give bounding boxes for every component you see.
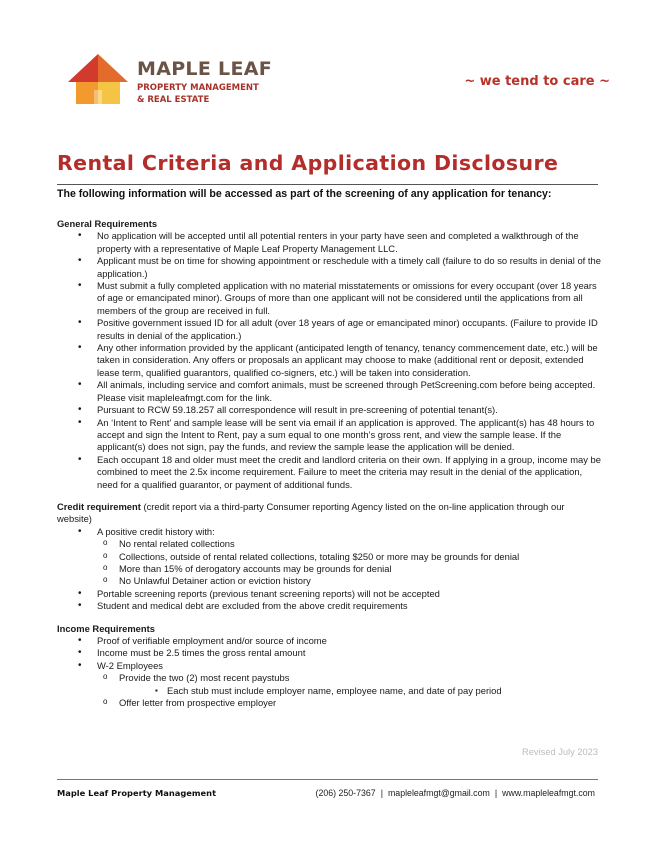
list-item: • Must submit a fully completed application with no material misstatements or omissions for every occupant (over 18 years of age or emancipated minor). Groups of more than one applicant will not be considered until the applications from all members of the group are received in full.: [57, 280, 602, 317]
footer-phone: (206) 250-7367: [315, 788, 376, 798]
sub-list-item: [97, 672, 602, 697]
credit-requirement-heading: [57, 501, 602, 526]
positive-credit-sublist: [97, 538, 602, 588]
revised-date: Revised July 2023: [522, 747, 598, 757]
paystub-detail-list: [119, 685, 602, 697]
footer-separator: |: [380, 788, 383, 798]
maple-leaf-logo: [66, 52, 130, 106]
list-item: • Portable screening reports (previous tenant screening reports) will not be accepted: [57, 588, 602, 600]
general-requirements-list: [57, 230, 602, 491]
sub-list-item: o No rental related collections: [97, 538, 602, 550]
document-body: [57, 218, 602, 709]
brand-subtitle-line-2: & REAL ESTATE: [137, 95, 210, 105]
positive-credit-label: A positive credit history with:: [97, 525, 215, 537]
intro-statement: The following information will be accessed as part of the screening of any application for tenancy:: [57, 188, 552, 200]
credit-requirements-list: [57, 526, 602, 613]
brand-subtitle: [137, 82, 259, 106]
brand-subtitle-line-1: PROPERTY MANAGEMENT: [137, 83, 259, 93]
credit-heading-label: Credit requirement: [57, 500, 141, 512]
list-item: • Each occupant 18 and older must meet the credit and landlord criteria on their own. If applying in a group, income may be combined to meet the 2.5x income requirement. Failure to meet the criteria may result in the denial of the application, need for a qualified guarantor, or payment of additional funds.: [57, 454, 602, 491]
sub-list-item: o Offer letter from prospective employer: [97, 697, 602, 709]
list-item: • Pursuant to RCW 59.18.257 all correspondence will result in pre-screening of potential tenant(s).: [57, 404, 602, 416]
income-requirements-heading: Income Requirements: [57, 622, 155, 634]
logo-roof-right: [98, 54, 128, 82]
list-item: • An ‘Intent to Rent’ and sample lease will be sent via email if an application is approved. The applicant(s) has 48 hours to accept and sign the Intent to Rent, pay a sum equal to one month’s gross rent, and view the sample lease. If the applicant(s) does not sign, pay the funds, and review the sample lease the application will be denied.: [57, 417, 602, 454]
w2-employees-label: W-2 Employees: [97, 659, 163, 671]
list-item: • Income must be 2.5 times the gross rental amount: [57, 647, 602, 659]
list-item: [57, 526, 602, 588]
title-divider: [57, 184, 598, 185]
general-requirements-heading: General Requirements: [57, 218, 158, 229]
footer-email: mapleleafmgt@gmail.com: [387, 788, 490, 798]
sub-sub-list-item: ▪ Each stub must include employer name, employee name, and date of pay period: [119, 685, 602, 697]
list-item: • Proof of verifiable employment and/or source of income: [57, 635, 602, 647]
list-item: • Positive government issued ID for all adult (over 18 years of age or emancipated minor) occupants. (Failure to provide ID results in denial of the application.): [57, 317, 602, 342]
list-item: [57, 660, 602, 710]
list-item: • No application will be accepted until all potential renters in your party have seen and completed a walkthrough of the property with a representative of Maple Leaf Property Management LLC.: [57, 230, 602, 255]
income-requirements-list: [57, 635, 602, 709]
list-item: • Student and medical debt are excluded from the above credit requirements: [57, 600, 602, 612]
sub-list-item: o No Unlawful Detainer action or eviction history: [97, 575, 602, 587]
credit-heading-note: (credit report via a third-party Consumer reporting Agency listed on the on-line application through our website): [57, 500, 565, 525]
logo-door: [94, 90, 102, 104]
list-item: • All animals, including service and comfort animals, must be screened through PetScreening.com before being accepted. Please visit mapleleafmgt.com for the link.: [57, 379, 602, 404]
sub-list-item: o Collections, outside of rental related collections, totaling $250 or more may be grounds for denial: [97, 551, 602, 563]
footer-separator: |: [494, 788, 498, 798]
footer-contact: [316, 788, 595, 798]
tagline: ~ we tend to care ~: [464, 74, 610, 89]
list-item: • Applicant must be on time for showing appointment or reschedule with a timely call (failure to do so results in denial of the application.): [57, 255, 602, 280]
w2-sublist: [97, 672, 602, 709]
brand-name: MAPLE LEAF: [137, 58, 273, 80]
logo-roof-left: [68, 54, 98, 82]
footer-website: www.mapleleafmgt.com: [502, 788, 595, 798]
list-item: • Any other information provided by the applicant (anticipated length of tenancy, tenancy commencement date, etc.) will be taken in consideration. Any offers or proposals an applicant may choose to make (additional rent or deposit, extended lease term, qualified guarantors, qualified co-signers, etc.) will be taken into consideration.: [57, 342, 602, 379]
sub-list-item: o More than 15% of derogatory accounts may be grounds for denial: [97, 563, 602, 575]
document-title: Rental Criteria and Application Disclosure: [57, 151, 559, 175]
paystubs-requirement: Provide the two (2) most recent paystubs: [119, 672, 290, 684]
footer-company: Maple Leaf Property Management: [57, 788, 217, 798]
footer-divider: [57, 779, 598, 780]
